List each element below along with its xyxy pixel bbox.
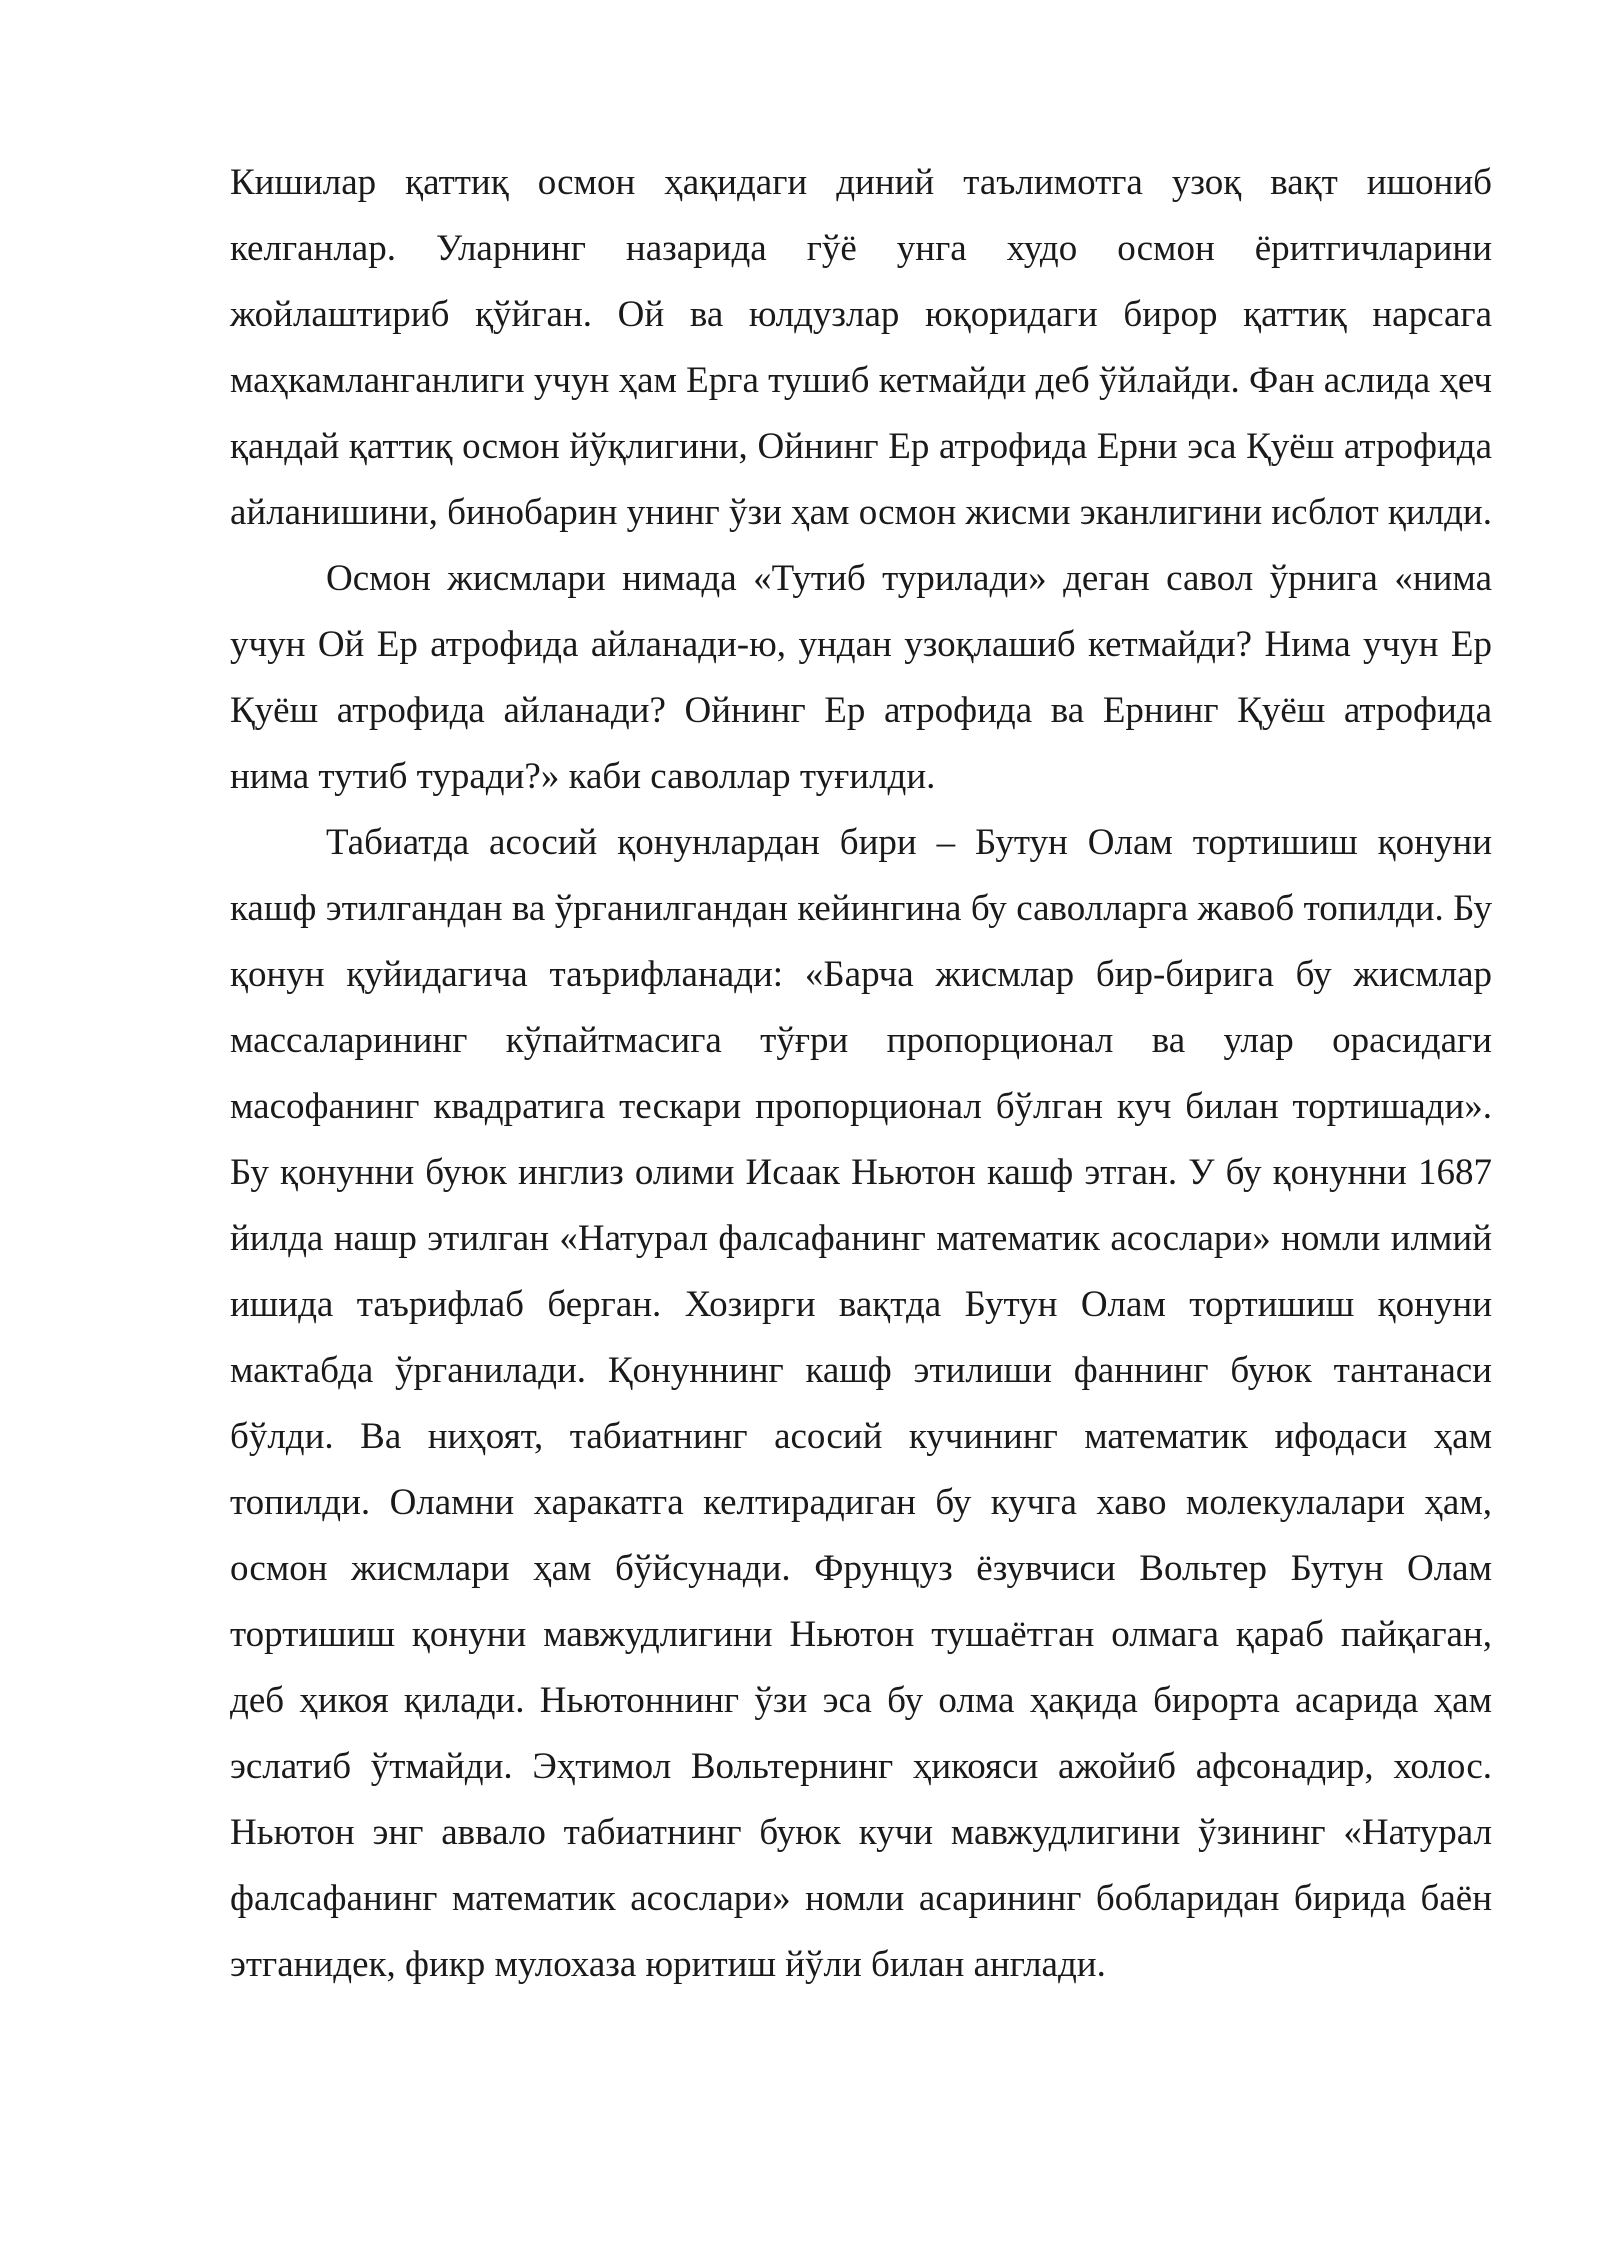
paragraph-1: Кишилар қаттиқ осмон ҳақидаги диний таълимотга узоқ вақт ишониб келганлар. Уларнинг назарида гўё унга худо осмон ёритгичларини жойлаштириб қўйган. Ой ва юлдузлар юқоридаги бирор қаттиқ нарсага маҳкамланганлиги учун ҳам Ерга тушиб кетмайди деб ўйлайди. Фан аслида ҳеч қандай қаттиқ осмон йўқлигини, Ойнинг Ер атрофида Ерни эса Қуёш атрофида айланишини, бинобарин унинг ўзи ҳам осмон жисми эканлигини исблот қилди. <box>230 162 1492 533</box>
document-page <box>230 150 1492 1998</box>
paragraph-3: Табиатда асосий қонунлардан бири – Бутун Олам тортишиш қонуни кашф этилгандан ва ўрганилгандан кейингина бу саволларга жавоб топилди. Бу қонун қуйидагича таърифланади: «Барча жисмлар бир-бирига бу жисмлар массаларининг кўпайтмасига тўғри пропорционал ва улар орасидаги масофанинг квадратига тескари пропорционал бўлган куч билан тортишади». Бу қонунни буюк инглиз олими Исаак Ньютон кашф этган. У бу қонунни 1687 йилда нашр этилган «Натурал фалсафанинг математик асослари» номли илмий ишида таърифлаб берган. Хозирги вақтда Бутун Олам тортишиш қонуни мактабда ўрганилади. Қонуннинг кашф этилиши фаннинг буюк тантанаси бўлди. Ва ниҳоят, табиатнинг асосий кучининг математик ифодаси ҳам топилди. Оламни харакатга келтирадиган бу кучга хаво молекулалари ҳам, осмон жисмлари ҳам бўйсунади. Фрунцуз ёзувчиси Вольтер Бутун Олам тортишиш қонуни мавжудлигини Ньютон тушаётган олмага қараб пайқаган, деб ҳикоя қилади. Ньютоннинг ўзи эса бу олма ҳақида бирорта асарида ҳам эслатиб ўтмайди. Эҳтимол Вольтернинг ҳикояси ажойиб афсонадир, холос. Ньютон энг аввало табиатнинг буюк кучи мавжудлигини ўзининг «Натурал фалсафанинг математик асослари» номли асарининг бобларидан бирида баён этганидек, фикр мулохаза юритиш йўли билан англади. <box>230 822 1492 1985</box>
paragraph-2: Осмон жисмлари нимада «Тутиб турилади» деган савол ўрнига «нима учун Ой Ер атрофида айланади-ю, ундан узоқлашиб кетмайди? Нима учун Ер Қуёш атрофида айланади? Ойнинг Ер атрофида ва Ернинг Қуёш атрофида нима тутиб туради?» каби саволлар туғилди. <box>230 558 1492 797</box>
